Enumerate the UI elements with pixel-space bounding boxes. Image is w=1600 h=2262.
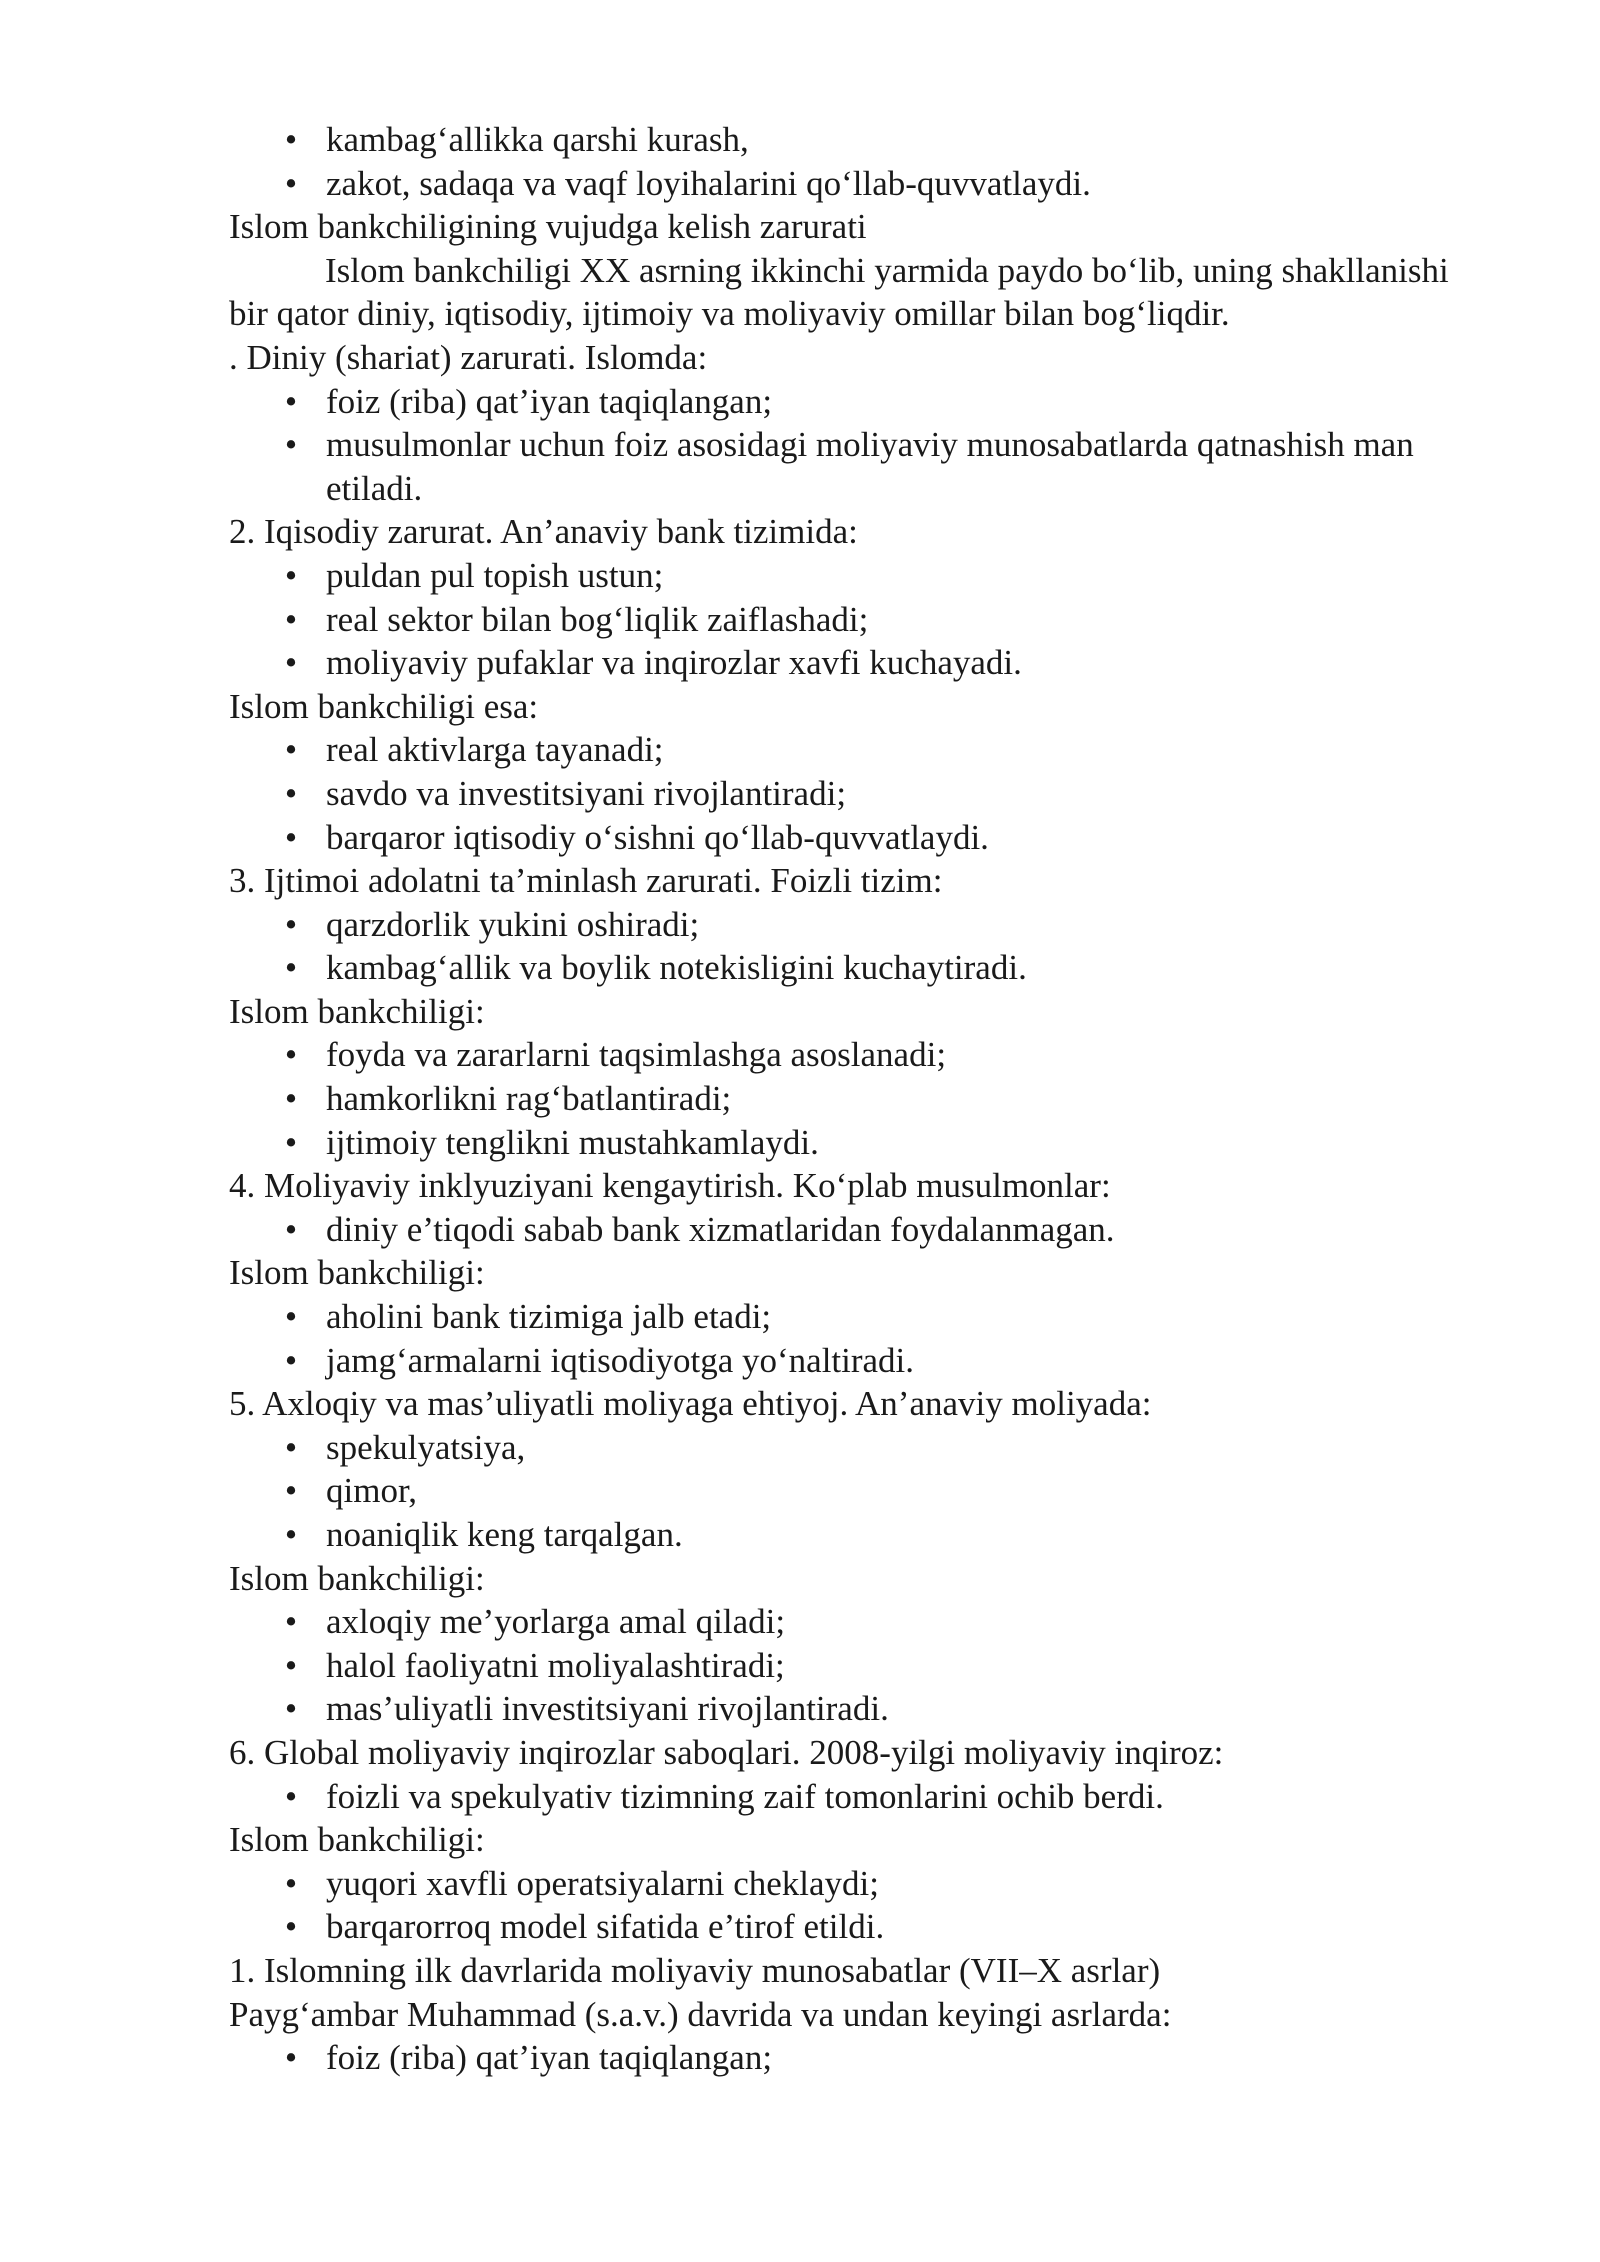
- bullet-icon: •: [284, 1209, 298, 1249]
- bullet-icon: •: [284, 1645, 298, 1685]
- bullet-list: [229, 380, 1479, 511]
- list-item-text: hamkorlikni rag‘batlantiradi;: [326, 1079, 732, 1119]
- list-item-text: barqarorroq model sifatida e’tirof etildi.: [326, 1907, 885, 1947]
- list-item: [229, 1600, 1479, 1644]
- list-item-text: kambag‘allikka qarshi kurash,: [326, 120, 749, 159]
- bullet-list: [229, 903, 1479, 990]
- document-body: [229, 118, 1479, 2080]
- bullet-icon: •: [284, 904, 298, 944]
- bullet-icon: •: [284, 1863, 298, 1903]
- list-item-text: aholini bank tizimiga jalb etadi;: [326, 1297, 772, 1337]
- bullet-list: [229, 1862, 1479, 1949]
- list-item-text: puldan pul topish ustun;: [326, 555, 664, 595]
- list-item: [229, 1295, 1479, 1339]
- bullet-list: [229, 554, 1479, 685]
- list-item: [229, 423, 1479, 510]
- section-line: Islom bankchiligi:: [229, 991, 485, 1031]
- list-item: [229, 2036, 1479, 2080]
- bullet-icon: •: [284, 555, 298, 595]
- bullet-list: [229, 1775, 1479, 1819]
- list-item: [229, 1469, 1479, 1513]
- list-item-text: moliyaviy pufaklar va inqirozlar xavfi kuchayadi.: [326, 643, 1022, 683]
- list-item: [229, 1775, 1479, 1819]
- bullet-icon: •: [284, 1776, 298, 1816]
- bullet-icon: •: [284, 643, 298, 683]
- list-item-text: foiz (riba) qat’iyan taqiqlangan;: [326, 381, 773, 421]
- list-item: [229, 598, 1479, 642]
- bullet-list: [229, 728, 1479, 859]
- list-item-text: ijtimoiy tenglikni mustahkamlaydi.: [326, 1122, 819, 1162]
- list-item: [229, 1644, 1479, 1688]
- bullet-icon: •: [284, 1907, 298, 1947]
- bullet-list: [229, 1295, 1479, 1382]
- bullet-icon: •: [284, 425, 298, 465]
- list-item: [229, 946, 1479, 990]
- list-item: [229, 1905, 1479, 1949]
- bullet-icon: •: [284, 773, 298, 813]
- list-item: [229, 772, 1479, 816]
- bullet-icon: •: [284, 2038, 298, 2078]
- bullet-icon: •: [284, 1471, 298, 1511]
- bullet-icon: •: [284, 1340, 298, 1380]
- list-item-text: axloqiy me’yorlarga amal qiladi;: [326, 1602, 786, 1642]
- section-line: 3. Ijtimoi adolatni ta’minlash zarurati. Foizli tizim:: [229, 861, 943, 901]
- list-item: [229, 1339, 1479, 1383]
- bullet-list: [229, 1033, 1479, 1164]
- section-line: 1. Islomning ilk davrlarida moliyaviy munosabatlar (VII–X asrlar): [229, 1950, 1161, 1990]
- list-item-text: jamg‘armalarni iqtisodiyotga yo‘naltiradi.: [326, 1340, 915, 1380]
- list-item: [229, 1077, 1479, 1121]
- bullet-icon: •: [284, 120, 298, 159]
- bullet-list: [229, 1208, 1479, 1252]
- section-line: 2. Iqisodiy zarurat. An’anaviy bank tizimida:: [229, 512, 858, 552]
- list-item: [229, 1121, 1479, 1165]
- bullet-list: [229, 1426, 1479, 1557]
- list-item: [229, 1426, 1479, 1470]
- list-item: [229, 1513, 1479, 1557]
- bullet-icon: •: [284, 817, 298, 857]
- bullet-icon: •: [284, 1689, 298, 1729]
- list-item: [229, 1033, 1479, 1077]
- list-item-text: foiz (riba) qat’iyan taqiqlangan;: [326, 2038, 773, 2078]
- bullet-list: [229, 118, 1479, 205]
- list-item: [229, 903, 1479, 947]
- list-item: [229, 1862, 1479, 1906]
- list-item-text: yuqori xavfli operatsiyalarni cheklaydi;: [326, 1863, 880, 1903]
- bullet-list: [229, 2036, 1479, 2080]
- bullet-list: [229, 1600, 1479, 1731]
- list-item: [229, 728, 1479, 772]
- list-item-text: real aktivlarga tayanadi;: [326, 730, 664, 770]
- list-item-text: musulmonlar uchun foiz asosidagi moliyaviy munosabatlarda qatnashish man etiladi.: [326, 425, 1414, 508]
- list-item-text: qimor,: [326, 1471, 417, 1511]
- list-item: [229, 554, 1479, 598]
- body-paragraph: Islom bankchiligi XX asrning ikkinchi yarmida paydo bo‘lib, uning shakllanishi bir qator diniy, iqtisodiy, ijtimoiy va moliyaviy omillar bilan bog‘liqdir.: [229, 250, 1449, 334]
- list-item-text: foizli va spekulyativ tizimning zaif tomonlarini ochib berdi.: [326, 1776, 1164, 1816]
- list-item-text: foyda va zararlarni taqsimlashga asoslanadi;: [326, 1035, 947, 1075]
- bullet-icon: •: [284, 948, 298, 988]
- bullet-icon: •: [284, 1122, 298, 1162]
- section-line: Islom bankchiligining vujudga kelish zarurati: [229, 207, 867, 247]
- list-item-text: savdo va investitsiyani rivojlantiradi;: [326, 773, 847, 813]
- bullet-icon: •: [284, 1602, 298, 1642]
- bullet-icon: •: [284, 1035, 298, 1075]
- section-line: 5. Axloqiy va mas’uliyatli moliyaga ehtiyoj. An’anaviy moliyada:: [229, 1384, 1152, 1424]
- bullet-icon: •: [284, 1515, 298, 1554]
- section-line: 6. Global moliyaviy inqirozlar saboqlari. 2008-yilgi moliyaviy inqiroz:: [229, 1732, 1224, 1772]
- section-line: Islom bankchiligi:: [229, 1558, 485, 1598]
- section-line: Islom bankchiligi:: [229, 1820, 485, 1860]
- list-item-text: mas’uliyatli investitsiyani rivojlantiradi.: [326, 1689, 889, 1729]
- section-line: Islom bankchiligi esa:: [229, 686, 539, 726]
- list-item-text: barqaror iqtisodiy o‘sishni qo‘llab-quvvatlaydi.: [326, 817, 989, 857]
- list-item-text: halol faoliyatni moliyalashtiradi;: [326, 1645, 785, 1685]
- list-item: [229, 816, 1479, 860]
- list-item: [229, 380, 1479, 424]
- list-item-text: real sektor bilan bog‘liqlik zaiflashadi;: [326, 599, 869, 639]
- list-item-text: diniy e’tiqodi sabab bank xizmatlaridan foydalanmagan.: [326, 1209, 1115, 1249]
- section-line: 4. Moliyaviy inklyuziyani kengaytirish. Ko‘plab musulmonlar:: [229, 1166, 1111, 1206]
- list-item-text: kambag‘allik va boylik notekisligini kuchaytiradi.: [326, 948, 1027, 988]
- bullet-icon: •: [284, 163, 298, 203]
- list-item-text: zakot, sadaqa va vaqf loyihalarini qo‘llab-quvvatlaydi.: [326, 163, 1091, 203]
- list-item: [229, 1687, 1479, 1731]
- list-item-text: spekulyatsiya,: [326, 1427, 526, 1467]
- list-item-text: qarzdorlik yukini oshiradi;: [326, 904, 700, 944]
- section-line: Payg‘ambar Muhammad (s.a.v.) davrida va undan keyingi asrlarda:: [229, 1994, 1172, 2034]
- bullet-icon: •: [284, 381, 298, 421]
- bullet-icon: •: [284, 599, 298, 639]
- section-line: Islom bankchiligi:: [229, 1253, 485, 1293]
- bullet-icon: •: [284, 1427, 298, 1467]
- list-item-text: noaniqlik keng tarqalgan.: [326, 1515, 683, 1554]
- list-item: [229, 641, 1479, 685]
- bullet-icon: •: [284, 1079, 298, 1119]
- list-item: [229, 162, 1479, 206]
- list-item: [229, 1208, 1479, 1252]
- section-line: . Diniy (shariat) zarurati. Islomda:: [229, 337, 708, 377]
- list-item: [229, 118, 1479, 162]
- bullet-icon: •: [284, 1297, 298, 1337]
- bullet-icon: •: [284, 730, 298, 770]
